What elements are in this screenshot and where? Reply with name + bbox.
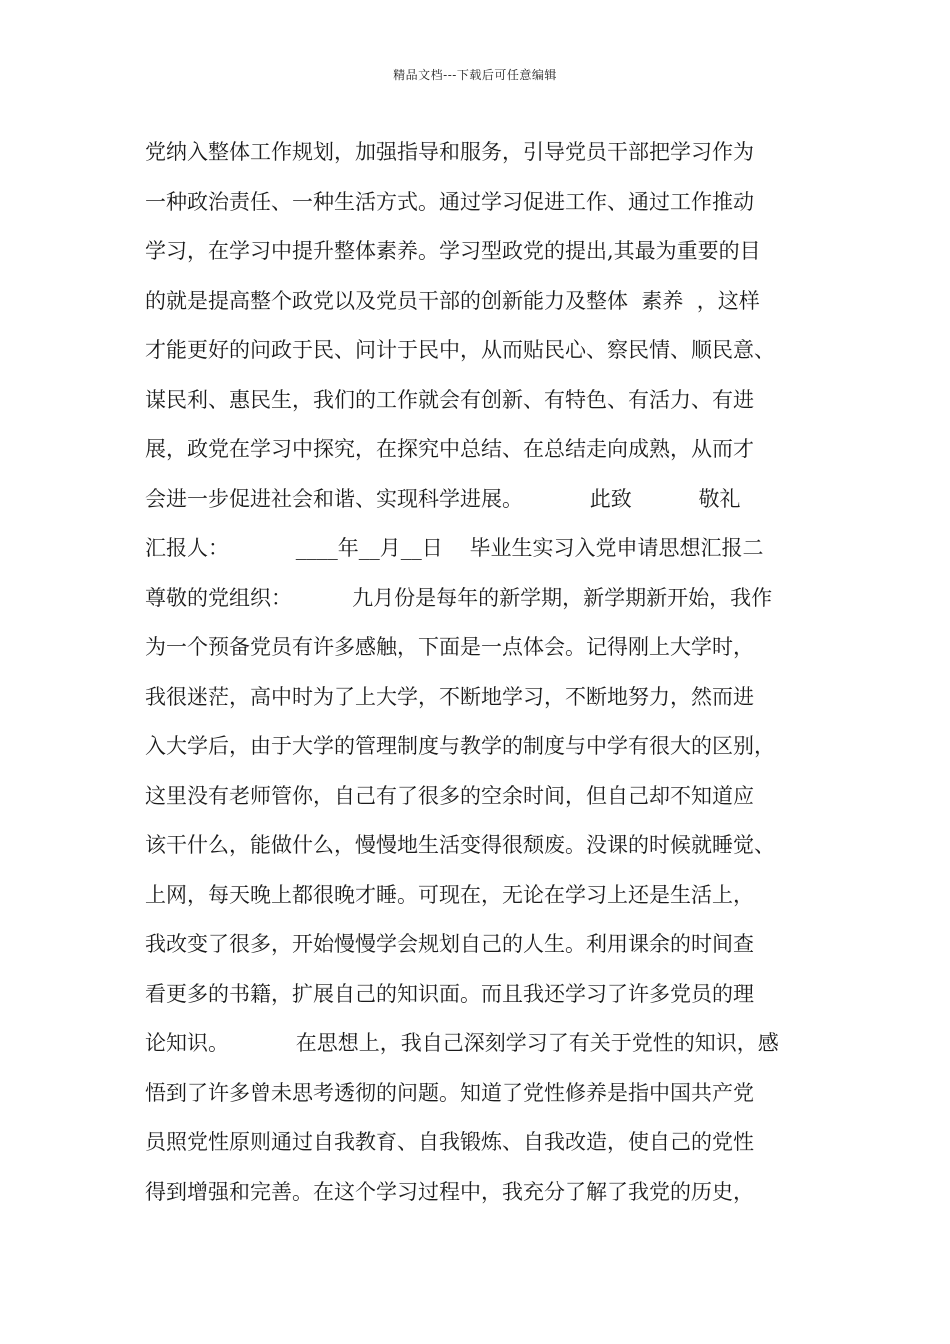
body-text [145,132,815,1221]
text-line: 员照党性原则通过自我教育、自我锻炼、自我改造，使自己的党性 [145,1130,754,1154]
text-line: 一种政治责任、一种生活方式。通过学习促进工作、通过工作推动 [145,189,754,214]
text-line: 论知识。 在思想上，我自己深刻学习了有关于党性的知识，感 [145,1031,779,1055]
text-line: 展，政党在学习中探究，在探究中总结、在总结走向成熟，从而才 [145,437,754,461]
text-line: 看更多的书籍，扩展自己的知识面。而且我还学习了许多党员的理 [145,981,754,1006]
text-line: 会进一步促进社会和谐、实现科学进展。 此致 敬礼 [145,486,741,511]
text-line: 尊敬的党组织： 九月份是每年的新学期，新学期新开始，我作 [145,585,773,610]
text-line: 才能更好的问政于民、问计于民中，从而贴民心、察民情、顺民意、 [145,338,775,362]
text-line: 这里没有老师管你，自己有了很多的空余时间，但自己却不知道应 [145,783,754,808]
text-line: 谋民利、惠民生，我们的工作就会有创新、有特色、有活力、有进 [145,387,754,412]
text-line: 得到增强和完善。在这个学习过程中，我充分了解了我党的历史， [145,1179,754,1204]
text-line: 该干什么，能做什么，慢慢地生活变得很颓废。没课的时候就睡觉、 [145,833,775,857]
text-line: 悟到了许多曾未思考透彻的问题。知道了党性修养是指中国共产党 [145,1080,754,1105]
text-line: 汇报人： ____年__月__日 毕业生实习入党申请思想汇报二 [145,536,764,560]
text-line: 我改变了很多，开始慢慢学会规划自己的人生。利用课余的时间查 [145,932,754,956]
text-line: 上网，每天晚上都很晚才睡。可现在，无论在学习上还是生活上， [145,882,754,907]
text-line: 为一个预备党员有许多感触，下面是一点体会。记得刚上大学时， [145,635,754,659]
text-line: 的就是提高整个政党以及党员干部的创新能力及整体 素养 ，这样 [145,288,760,313]
text-line: 入大学后，由于大学的管理制度与教学的制度与中学有很大的区别， [145,734,775,758]
text-line: 党纳入整体工作规划，加强指导和服务，引导党员干部把学习作为 [145,140,754,164]
page-header: 精品文档---下载后可任意编辑 [393,68,557,82]
text-line: 学习，在学习中提升整体素养。学习型政党的提出,其最为重要的目 [145,239,761,263]
text-line: 我很迷茫，高中时为了上大学，不断地学习，不断地努力，然而进 [145,684,754,709]
